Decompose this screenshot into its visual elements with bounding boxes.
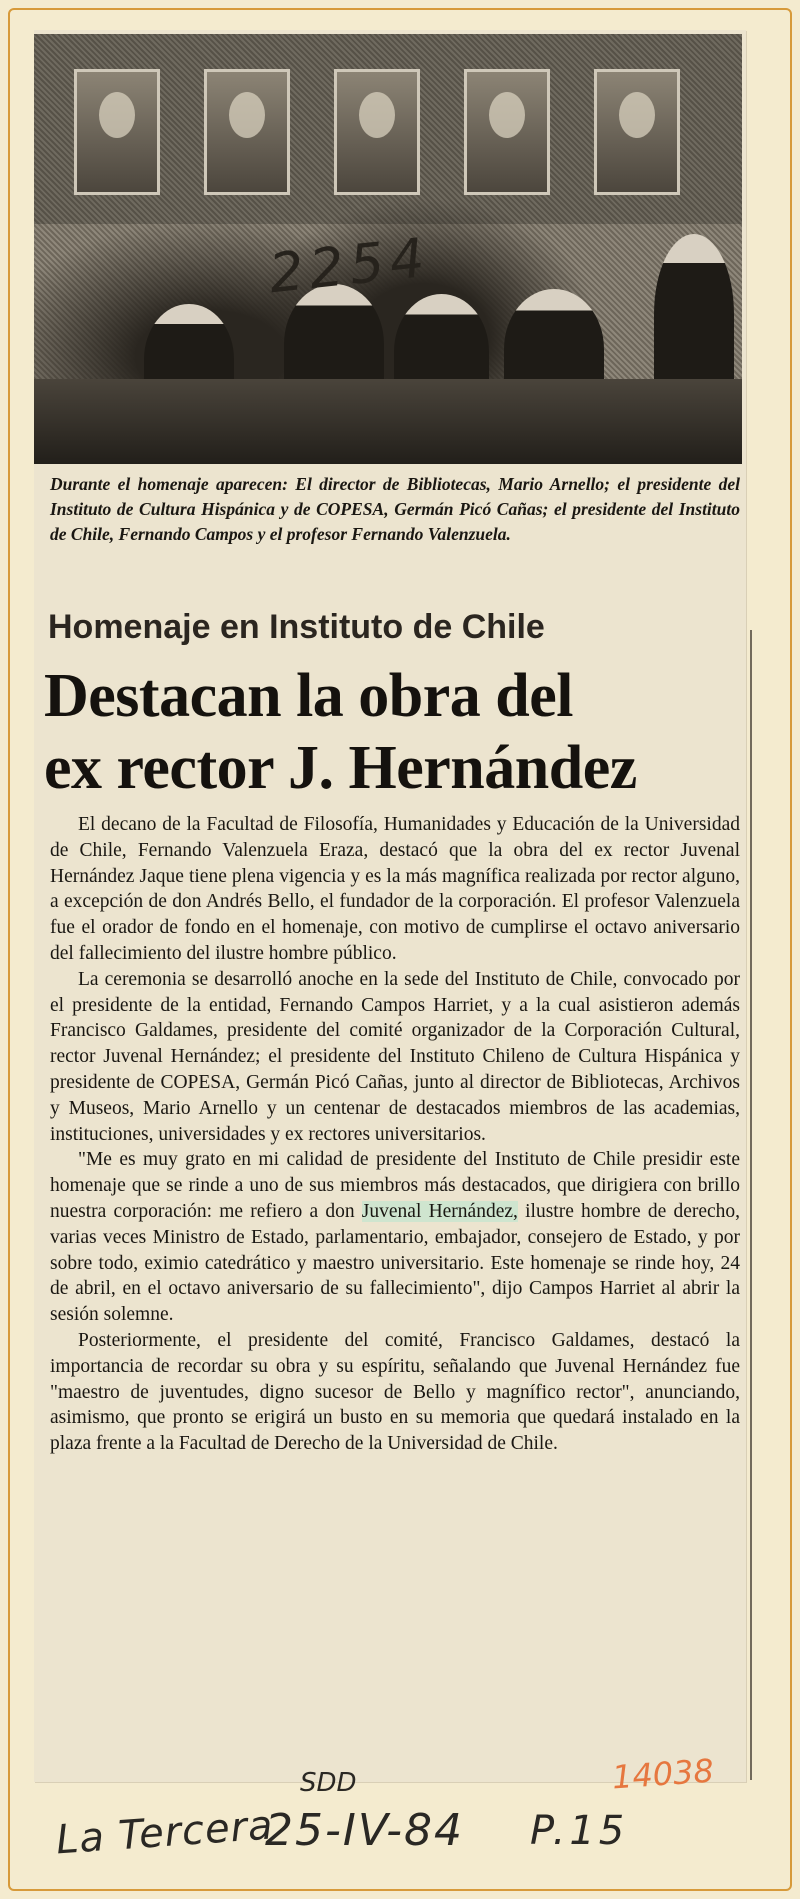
paragraph-3-end: ilustre hombre de derecho, varias veces Ministro de Estado, parlamentario, embajador, consejero de Estado, y por sobre todo, eximio catedrático y maestro universitario. Este homenaje se rinde hoy, 24 de abril, en el octavo aniversario de su fallecimiento", dijo Campos Harriet al abrir la sesión solemne. xyxy=(50,1200,741,1326)
highlighted-name: Juvenal Hernández, xyxy=(361,1200,518,1222)
publication-date: 25-IV-84 xyxy=(265,1805,464,1856)
paragraph-4: Posteriormente, el presidente del comité, Francisco Galdames, destacó la importancia de recordar su obra y su espíritu, señalando que Juvenal Hernández fue "maestro de juventudes, digno sucesor de Bello y magnífico rector", anunciando, asimismo, que pronto se erigirá un busto en su memoria que quedará instalado en la plaza frente a la Facultad de Derecho de la Universidad de Chile. xyxy=(50,1329,740,1455)
page-number: P.15 xyxy=(530,1808,629,1854)
photo-caption: Durante el homenaje aparecen: El director de Bibliotecas, Mario Arnello; el presidente del Instituto de Cultura Hispánica y de COPESA, Germán Picó Cañas; el presidente del Instituto de Chile, Fernando Campos y el profesor Fernando Valenzuela. xyxy=(50,474,740,544)
headline-line-2: ex rector J. Hernández xyxy=(44,734,637,802)
paragraph-3 xyxy=(50,1147,740,1328)
paragraph-3-start: "Me es muy grato en mi calidad de presidente del Instituto de Chile presidir este homenaje que se rinde a uno de sus miembros más destacados, que dirigiera con brillo nuestra corporación: me refiero a don xyxy=(50,1149,740,1222)
archive-mark: SDD xyxy=(300,1768,357,1798)
paragraph-1: El decano de la Facultad de Filosofía, Humanidades y Educación de la Universidad de Chile, Fernando Valenzuela Eraza, destacó que la obra del ex rector Juvenal Hernández Jaque tiene plena vigencia y es la más magnífica realizada por rector alguno, a excepción de don Andrés Bello, el fundador de la corporación. El profesor Valenzuela fue el orador de fondo en el homenaje, con motivo de cumplirse el octavo aniversario del fallecimiento del ilustre hombre público. xyxy=(50,814,740,964)
paragraph-2: La ceremonia se desarrolló anoche en la sede del Instituto de Chile, convocado por el presidente de la entidad, Fernando Campos Harriet, y a la cual asistieron además Francisco Galdames, presidente del comité organizador de la Corporación Cultural, rector Juvenal Hernández; el presidente del Instituto Chileno de Cultura Hispánica y presidente de COPESA, Germán Picó Cañas, junto al director de Bibliotecas, Archivos y Museos, Mario Arnello y un centenar de destacados miembros de las academias, instituciones, universidades y ex rectores universitarios. xyxy=(50,968,740,1145)
source-newspaper: La Tercera xyxy=(54,1802,275,1864)
headline-line-1: Destacan la obra del xyxy=(44,662,574,730)
event-photo xyxy=(34,34,742,464)
photo-handwritten-number: 2254 xyxy=(266,225,434,306)
article-body xyxy=(50,812,740,1457)
article-kicker: Homenaje en Instituto de Chile xyxy=(48,608,545,646)
archive-code: 14038 xyxy=(610,1751,715,1797)
article-headline xyxy=(44,660,744,804)
